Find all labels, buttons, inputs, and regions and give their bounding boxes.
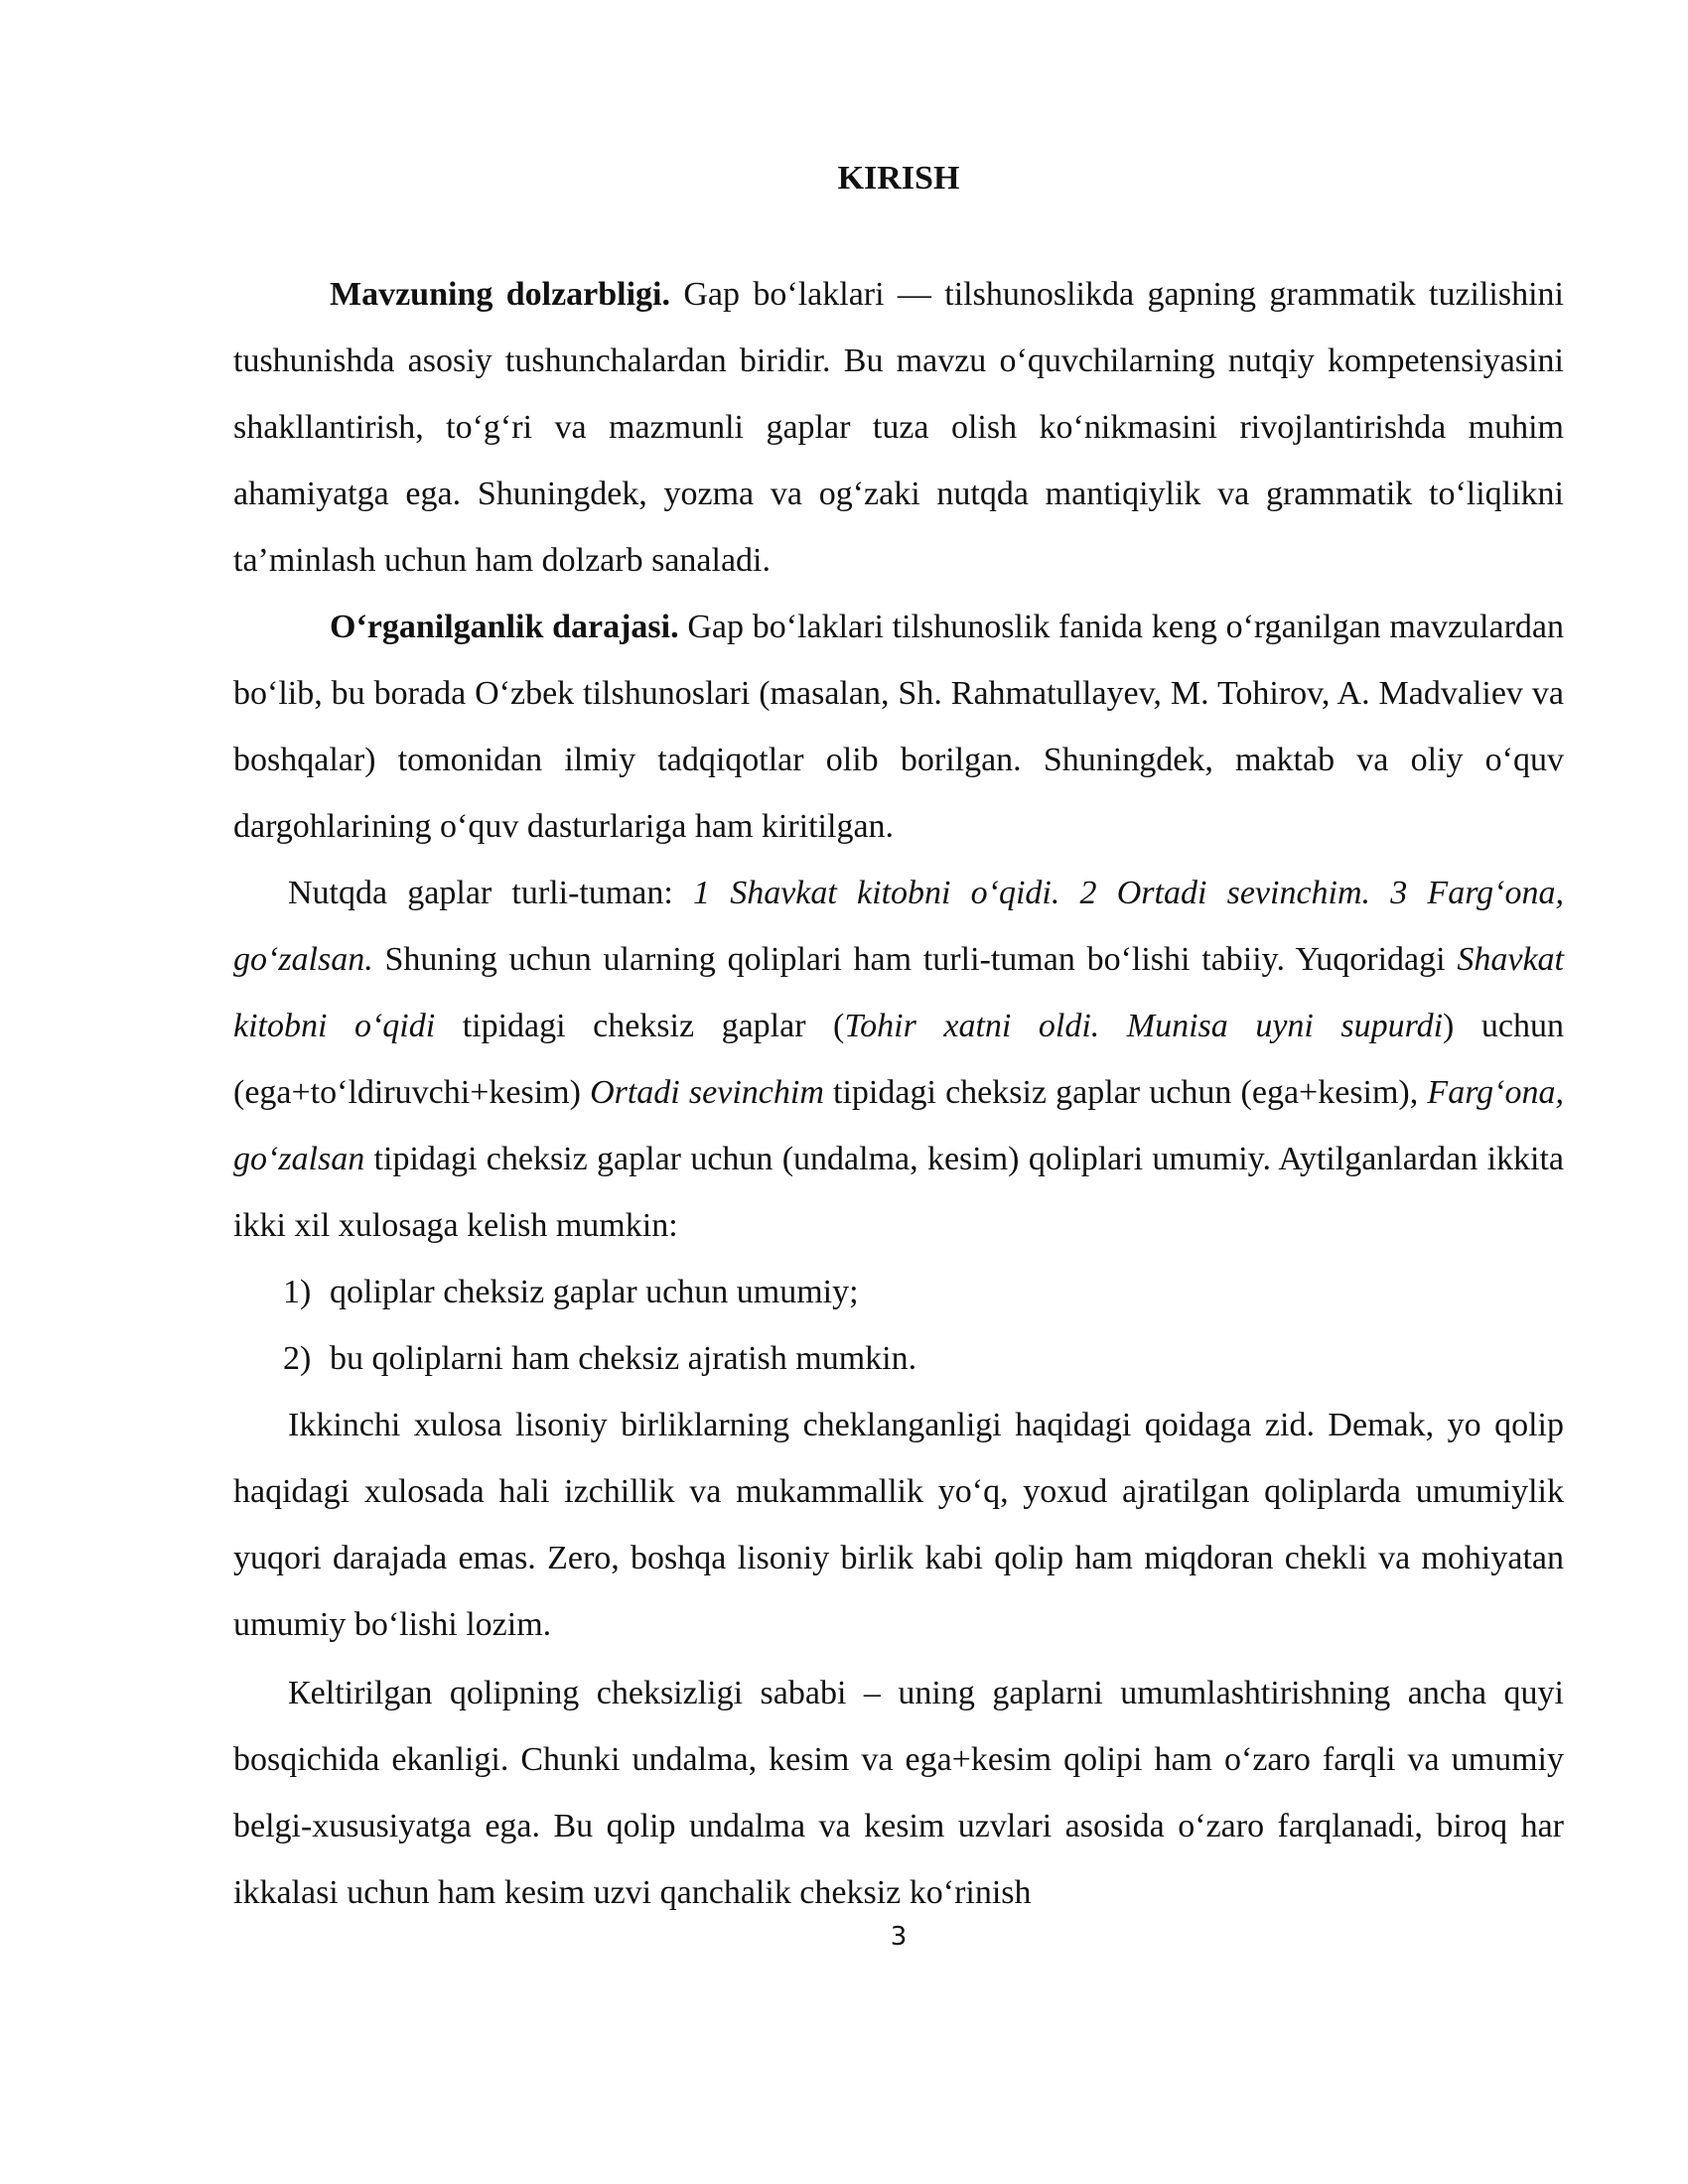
page-number: 3 xyxy=(890,1922,908,1952)
text-segment: tipidagi cheksiz gaplar ( xyxy=(435,1008,845,1044)
list-item xyxy=(233,1259,1564,1325)
example-phrase: Tohir xatni oldi. Munisa uyni supurdi xyxy=(844,1008,1444,1044)
paragraph-second-conclusion: Ikkinchi xulosa lisoniy birliklarning cheklanganligi haqidagi qoidaga zid. Demak, yo qolip haqidagi xulosada hali izchillik va mukammallik yo‘q, yoxud ajratilgan qoliplarda umumiylik yuqori darajada emas. Zero, boshqa lisoniy birlik kabi qolip ham miqdoran chekli va mohiyatan umumiy bo‘lishi lozim. xyxy=(233,1407,1564,1643)
relevance-text: Gap bo‘laklari — tilshunoslikda gapning grammatik tuzilishini tushunishda asosiy tushunchalardan biridir. Bu mavzu o‘quvchilarning nutqiy kompetensiyasini shakllantirish, to‘g‘ri va mazmunli gaplar tuza olish ko‘nikmasini rivojlantirishda muhim ahamiyatga ega. Shuningdek, yozma va og‘zaki nutqda mantiqiylik va grammatik to‘liqlikni ta’minlash uchun ham dolzarb sanaladi. xyxy=(233,276,1565,579)
conclusions-list xyxy=(233,1259,1564,1392)
study-level-text: Gap bo‘laklari tilshunoslik fanida keng o‘rganilgan mavzulardan bo‘lib, bu borada O‘zbek tilshunoslari (masalan, Sh. Rahmatullayev, M. Tohirov, A. Madvaliev va boshqalar) tomonidan ilmiy tadqiqotlar olib borilgan. Shuningdek, maktab va oliy o‘quv dargohlarining o‘quv dasturlariga ham kiritilgan. xyxy=(233,609,1564,845)
text-segment: tipidagi cheksiz gaplar uchun (ega+kesim), xyxy=(823,1074,1428,1111)
example-phrase: Shavkat kitobni o‘qidi xyxy=(233,941,1564,1044)
text-segment: ) uchun (ega+to‘ldiruvchi+kesim) xyxy=(233,1008,1564,1111)
relevance-heading: Mavzuning dolzarbligi. xyxy=(330,276,671,313)
example-phrase: Farg‘ona, go‘zalsan xyxy=(233,1074,1564,1177)
paragraph-study-level xyxy=(233,594,1564,860)
page-title: KIRISH xyxy=(837,160,960,197)
list-item xyxy=(233,1325,1564,1392)
paragraph-pattern-reason: Кeltirilgan qolipning cheksizligi sababi – uning gaplarni umumlashtirishning ancha quyi bosqichida ekanligi. Chunki undalma, kesim va ega+kesim qolipi ham o‘zaro farqli va umumiy belgi-xususiyatga ega. Bu qolip undalma va kesim uzvlari asosida o‘zaro farqlanadi, biroq har ikkalasi uchun ham kesim uzvi qanchalik cheksiz ko‘rinish xyxy=(233,1675,1564,1911)
study-level-heading: O‘rganilganlik darajasi. xyxy=(330,609,679,645)
text-segment: Shuning uchun ularning qoliplari ham turli-tuman bo‘lishi tabiiy. Yuqoridagi xyxy=(372,941,1458,978)
text-segment: Nutqda gaplar turli-tuman: xyxy=(288,875,694,911)
list-item-text: bu qoliplarni ham cheksiz ajratish mumkin. xyxy=(330,1340,917,1377)
body-text xyxy=(233,261,1564,1926)
paragraph-sentence-patterns xyxy=(233,860,1564,1259)
example-phrase: Ortadi sevinchim xyxy=(590,1074,824,1111)
text-segment: tipidagi cheksiz gaplar uchun (undalma, kesim) qoliplari umumiy. Aytilganlardan ikkita ikki xil xulosaga kelish mumkin: xyxy=(233,1141,1564,1244)
list-item-number: 2) xyxy=(283,1340,312,1377)
paragraph-relevance xyxy=(233,261,1564,594)
list-item-text: qoliplar cheksiz gaplar uchun umumiy; xyxy=(330,1274,859,1310)
list-item-number: 1) xyxy=(283,1274,312,1310)
example-sentences: 1 Shavkat kitobni o‘qidi. 2 Ortadi sevinchim. 3 Farg‘ona, go‘zalsan. xyxy=(233,875,1564,978)
